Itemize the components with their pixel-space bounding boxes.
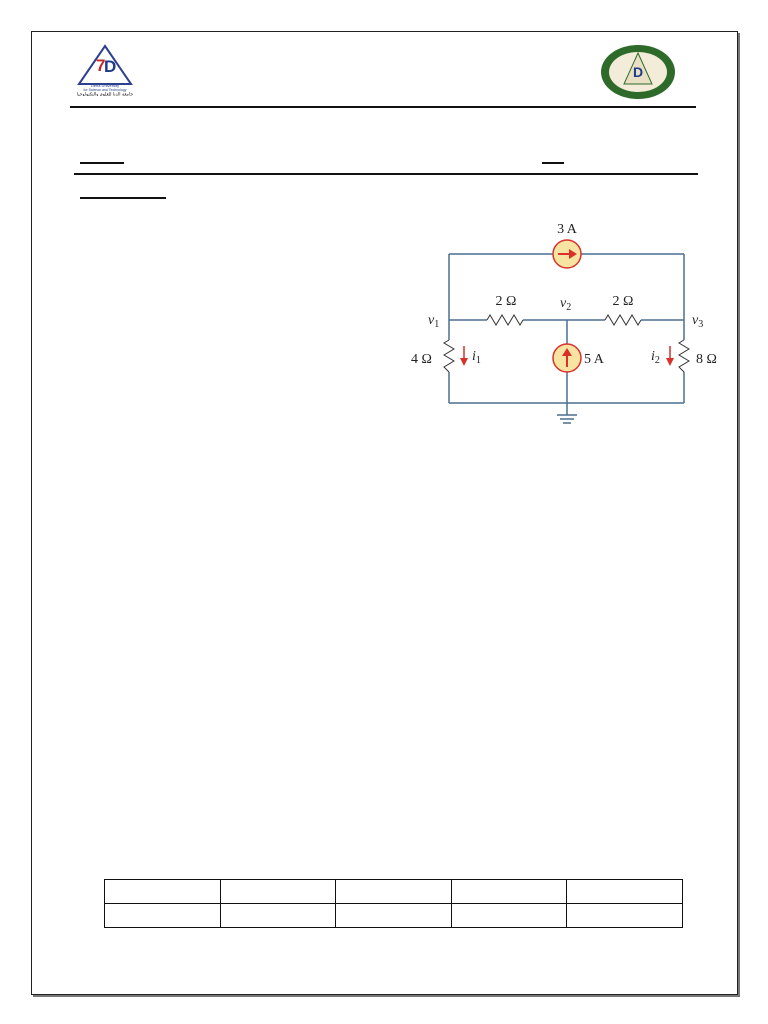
svg-text:D: D	[104, 57, 117, 76]
circuit-diagram	[405, 215, 735, 435]
ground-symbol	[557, 403, 577, 423]
underline-right	[542, 162, 564, 164]
label-r-2ohm-left: 2 Ω	[495, 294, 517, 309]
label-node-v1: $v_1$	[428, 313, 440, 330]
table-row	[105, 904, 683, 928]
label-current-i1: $i_1$	[472, 349, 481, 366]
label-node-v3: $v_3$	[692, 313, 704, 330]
table-cell	[220, 880, 336, 904]
wires	[449, 254, 684, 403]
section-rule	[74, 173, 698, 175]
table-cell	[105, 880, 221, 904]
table-cell	[220, 904, 336, 928]
label-r-2ohm-right: 2 Ω	[612, 294, 634, 309]
table-cell	[567, 904, 683, 928]
resistor-4ohm	[444, 340, 454, 372]
table-cell	[567, 880, 683, 904]
table-cell	[451, 904, 567, 928]
university-seal-right	[600, 44, 676, 100]
label-r-8ohm: 8 Ω	[696, 352, 717, 367]
label-node-v2: $v_2$	[560, 296, 572, 313]
current-source-5a	[553, 344, 581, 372]
table-cell	[451, 880, 567, 904]
label-3a: 3 A	[557, 222, 577, 237]
empty-table	[104, 879, 683, 928]
resistor-2ohm-left	[487, 315, 523, 325]
table-cell	[105, 904, 221, 928]
underline-left	[80, 162, 124, 164]
resistor-8ohm	[679, 340, 689, 372]
header-rule	[70, 106, 696, 108]
current-source-3a	[553, 240, 581, 268]
seal-monogram: D	[632, 64, 644, 80]
label-5a: 5 A	[584, 352, 604, 367]
svg-text:7: 7	[96, 56, 106, 75]
arrow-i2	[666, 346, 674, 366]
table-row	[105, 880, 683, 904]
logo-line2: for Science and Technology	[83, 88, 127, 92]
resistor-2ohm-right	[605, 315, 641, 325]
table-cell	[336, 904, 452, 928]
label-current-i2: $i_2$	[651, 349, 660, 366]
logo-line1: Dena University	[90, 83, 120, 88]
underline-section	[80, 197, 166, 199]
logo-arabic: جامعة الدنا للعلوم والتكنولوجيا	[76, 92, 134, 96]
university-logo-left	[76, 44, 134, 96]
arrow-i1	[460, 346, 468, 366]
page-border	[31, 31, 738, 995]
label-r-4ohm: 4 Ω	[411, 352, 432, 367]
table-cell	[336, 880, 452, 904]
